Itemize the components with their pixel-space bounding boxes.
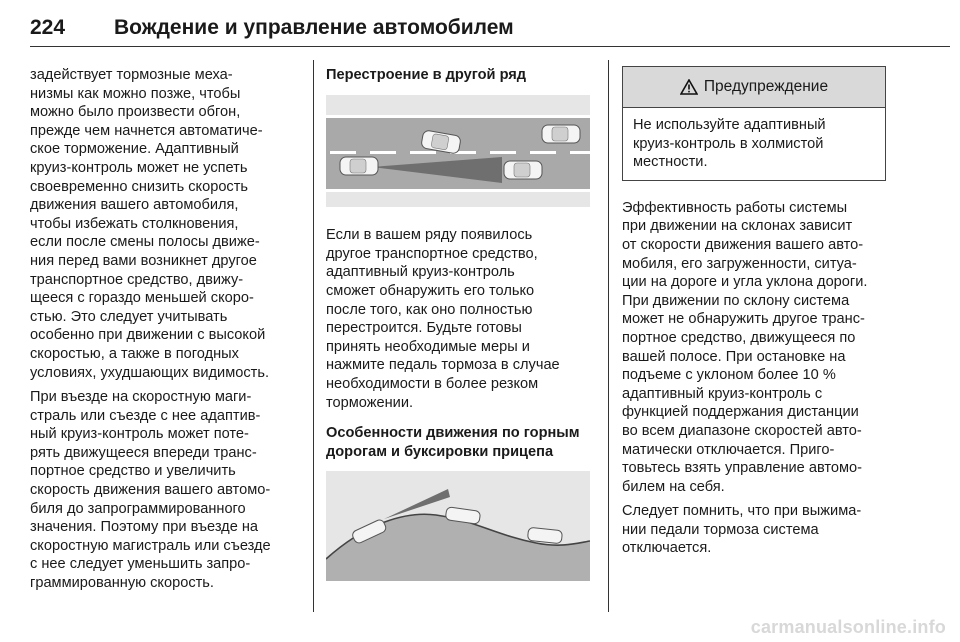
column-1 — [30, 66, 300, 599]
car-icon — [340, 157, 378, 175]
warning-header — [623, 67, 885, 108]
text-line: адаптивный круиз-контроль с — [622, 385, 823, 402]
text-line: при движении на склонах зависит — [622, 218, 853, 235]
page-number: 224 — [30, 16, 66, 39]
text-line: ния перед вами возникнет другое — [30, 252, 257, 269]
text-line: Не используйте адаптивный — [633, 117, 826, 133]
page-title: Вождение и управление автомобилем — [114, 16, 514, 39]
text-line: сможет обнаружить его только — [326, 282, 535, 299]
hill-driving-image — [326, 471, 590, 581]
text-line: страль или съезде с нее адаптив- — [30, 407, 261, 424]
text-line: особенно при движении с высокой — [30, 327, 266, 344]
warning-box — [622, 66, 886, 181]
text-line: задействует тормозные меха- — [30, 67, 233, 83]
paragraph — [30, 388, 300, 593]
text-line: ции на дороге и угла уклона дороги. — [622, 274, 868, 291]
text-line: от скорости движения вашего авто- — [622, 236, 864, 253]
text-line: другое транспортное средство, — [326, 245, 538, 262]
text-line: портное средство, движущееся по — [622, 329, 856, 346]
text-line: скорость движения вашего автомо- — [30, 482, 271, 499]
text-line: При движении по склону система — [622, 292, 850, 309]
text-line: круиз-контроль в холмистой — [633, 135, 824, 152]
text-line: биля до запрограммированного — [30, 500, 246, 517]
text-line: дорогам и буксировки прицепа — [326, 443, 554, 460]
text-line: отключается. — [622, 540, 712, 557]
text-line: подъеме с уклоном более 10 % — [622, 367, 836, 384]
text-line: Особенности движения по горным — [326, 425, 580, 442]
lane-change-image — [326, 95, 590, 207]
text-line: нии педали тормоза система — [622, 521, 819, 538]
text-line: граммированную скорость. — [30, 575, 214, 592]
page-header — [30, 0, 950, 47]
column-2 — [326, 66, 594, 601]
text-line: мобиля, его загруженности, ситуа- — [622, 255, 857, 272]
text-line: функцией поддержания дистанции — [622, 404, 859, 421]
text-line: принять необходимые меры и — [326, 338, 530, 355]
car-icon — [542, 125, 580, 143]
text-line: низмы как можно позже, чтобы — [30, 85, 241, 102]
warning-text — [623, 108, 885, 180]
text-line: ское торможение. Адаптивный — [30, 141, 239, 158]
column-divider — [313, 60, 314, 612]
text-line: своевременно снизить скорость — [30, 178, 249, 195]
watermark: carmanualsonline.info — [750, 617, 946, 637]
paragraph — [326, 226, 594, 412]
text-line: скоростью, а также в погодных — [30, 345, 239, 362]
text-line: чтобы избежать столкновения, — [30, 215, 239, 232]
text-line: ный круиз-контроль может поте- — [30, 426, 249, 443]
paragraph — [30, 66, 300, 382]
warning-triangle-icon — [680, 79, 698, 95]
car-icon — [504, 161, 542, 179]
section-heading-hills-towing — [326, 424, 594, 461]
paragraph — [622, 199, 887, 497]
text-line: стью. Это следует учитывать — [30, 308, 228, 325]
text-line: с нее следует уменьшить запро- — [30, 556, 251, 573]
text-line: торможении. — [326, 394, 414, 411]
text-line: билем на себя. — [622, 478, 725, 495]
text-line: Следует помнить, что при выжима- — [622, 503, 862, 520]
text-line: нажмите педаль тормоза в случае — [326, 357, 560, 374]
text-line: товьтесь взять управление автомо- — [622, 460, 863, 477]
text-line: во всем диапазоне скоростей авто- — [622, 422, 862, 439]
text-line: вашей полосе. При остановке на — [622, 348, 846, 365]
text-line: скоростную магистраль или съезде — [30, 537, 271, 554]
text-line: значения. Поэтому при въезде на — [30, 519, 259, 536]
text-line: условиях, ухудшающих видимость. — [30, 364, 270, 381]
text-line: транспортное средство, движу- — [30, 271, 244, 288]
text-line: портное средство и увеличить — [30, 463, 236, 480]
text-line: рять движущееся впереди транс- — [30, 444, 257, 461]
text-line: матически отключается. Приго- — [622, 441, 835, 458]
text-line: Если в вашем ряду появилось — [326, 227, 533, 244]
column-divider — [608, 60, 609, 612]
text-line: движения вашего автомобиля, — [30, 197, 239, 214]
text-line: необходимости в более резком — [326, 375, 539, 392]
text-line: адаптивный круиз-контроль — [326, 264, 515, 281]
text-line: если после смены полосы движе- — [30, 234, 260, 251]
hill-driving-illustration — [326, 471, 594, 587]
column-3 — [622, 66, 887, 564]
text-line: щееся с гораздо меньшей скоро- — [30, 290, 254, 307]
lane-change-illustration — [326, 95, 594, 213]
warning-title: Предупреждение — [703, 77, 829, 95]
text-line: перестроится. Будьте готовы — [326, 320, 522, 337]
text-line: местности. — [633, 154, 708, 171]
text-line: При въезде на скоростную маги- — [30, 389, 252, 406]
paragraph — [622, 502, 887, 558]
text-line: круиз-контроль может не успеть — [30, 159, 248, 176]
section-heading-lane-change: Перестроение в другой ряд — [326, 67, 527, 83]
text-line: Эффективность работы системы — [622, 199, 848, 216]
text-line: можно было произвести обгон, — [30, 104, 241, 121]
text-line: прежде чем начнется автоматиче- — [30, 122, 263, 139]
text-line: может не обнаружить другое транс- — [622, 311, 865, 328]
text-line: после того, как оно полностью — [326, 301, 533, 318]
